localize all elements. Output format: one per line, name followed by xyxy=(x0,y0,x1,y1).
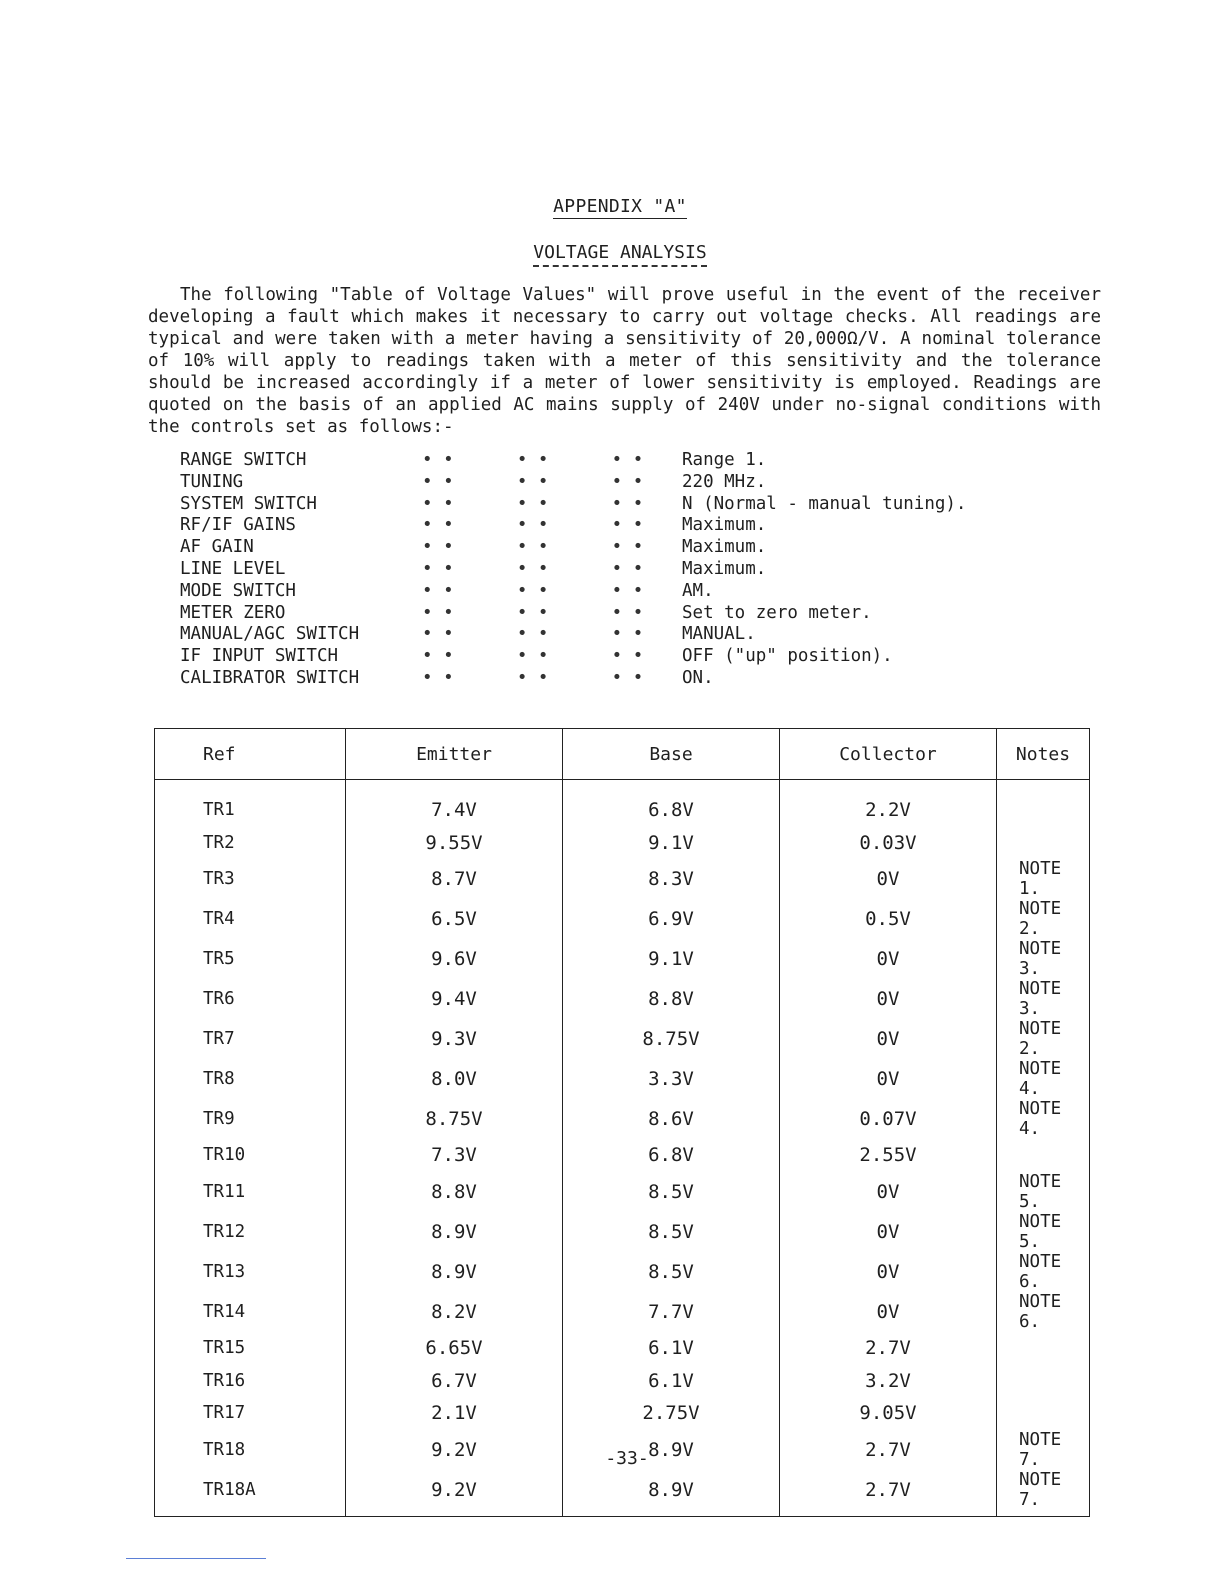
cell-emitter: 6.65V xyxy=(346,1332,563,1365)
table-row xyxy=(155,939,1090,979)
leader-dots: • • • • • • xyxy=(422,450,644,470)
table-row xyxy=(155,1212,1090,1252)
cell-emitter: 7.3V xyxy=(346,1139,563,1172)
table-row xyxy=(155,899,1090,939)
setting-value: Range 1. xyxy=(682,450,767,470)
cell-notes: NOTE 4. xyxy=(997,1059,1090,1099)
cell-notes: NOTE 5. xyxy=(997,1172,1090,1212)
cell-collector: 0V xyxy=(780,1252,997,1292)
leader-dots: • • • • • • xyxy=(422,558,644,579)
section-heading: VOLTAGE ANALYSIS xyxy=(0,242,1224,263)
cell-base: 8.3V xyxy=(563,859,780,899)
cell-ref: TR2 xyxy=(155,827,346,860)
setting-name: AF GAIN xyxy=(180,537,254,558)
cell-ref: TR8 xyxy=(155,1059,346,1099)
setting-row xyxy=(180,472,1080,494)
footer-rule xyxy=(126,1558,266,1559)
cell-collector: 2.55V xyxy=(780,1139,997,1172)
cell-ref: TR7 xyxy=(155,1019,346,1059)
table-row xyxy=(155,780,1090,827)
leader-dots: • • • • • • xyxy=(422,537,644,558)
cell-collector: 0V xyxy=(780,979,997,1019)
page-number: -33- xyxy=(605,1448,649,1469)
cell-ref: TR16 xyxy=(155,1364,346,1397)
table-header-row xyxy=(155,729,1090,780)
leader-dots: • • • • • • xyxy=(422,515,644,536)
cell-collector: 0V xyxy=(780,1212,997,1252)
cell-ref: TR1 xyxy=(155,780,346,827)
table-row xyxy=(155,1470,1090,1517)
setting-name: IF INPUT SWITCH xyxy=(180,646,339,667)
cell-collector: 2.7V xyxy=(780,1332,997,1365)
table-row xyxy=(155,827,1090,860)
table-row xyxy=(155,1364,1090,1397)
cell-notes: NOTE 7. xyxy=(997,1470,1090,1517)
table-row xyxy=(155,1139,1090,1172)
leader-dots: • • • • • • xyxy=(422,602,644,623)
setting-value: AM. xyxy=(682,580,714,601)
setting-value: ON. xyxy=(682,667,714,688)
cell-base: 9.1V xyxy=(563,827,780,860)
cell-base: 9.1V xyxy=(563,939,780,979)
cell-notes xyxy=(997,1364,1090,1397)
cell-collector: 0V xyxy=(780,1172,997,1212)
setting-row xyxy=(180,515,1080,537)
cell-emitter: 6.5V xyxy=(346,899,563,939)
setting-row xyxy=(180,581,1080,603)
cell-base: 8.9V xyxy=(563,1470,780,1517)
setting-name: CALIBRATOR SWITCH xyxy=(180,667,360,688)
setting-row xyxy=(180,603,1080,625)
cell-base: 6.1V xyxy=(563,1332,780,1365)
cell-ref: TR12 xyxy=(155,1212,346,1252)
cell-collector: 9.05V xyxy=(780,1397,997,1430)
voltage-table xyxy=(154,728,1090,1517)
cell-collector: 2.7V xyxy=(780,1430,997,1470)
cell-base: 6.8V xyxy=(563,1139,780,1172)
cell-emitter: 6.7V xyxy=(346,1364,563,1397)
control-settings-list xyxy=(180,450,1080,690)
cell-notes xyxy=(997,1332,1090,1365)
setting-name: MODE SWITCH xyxy=(180,580,296,601)
table-row xyxy=(155,1332,1090,1365)
table-row xyxy=(155,1172,1090,1212)
setting-value: Maximum. xyxy=(682,515,767,536)
cell-emitter: 9.2V xyxy=(346,1430,563,1470)
cell-emitter: 7.4V xyxy=(346,780,563,827)
cell-collector: 3.2V xyxy=(780,1364,997,1397)
cell-emitter: 8.0V xyxy=(346,1059,563,1099)
cell-emitter: 8.9V xyxy=(346,1212,563,1252)
setting-name: RF/IF GAINS xyxy=(180,515,296,536)
cell-collector: 0.5V xyxy=(780,899,997,939)
setting-name: TUNING xyxy=(180,471,244,492)
setting-name: RANGE SWITCH xyxy=(180,450,307,470)
cell-base: 6.8V xyxy=(563,780,780,827)
setting-name: MANUAL/AGC SWITCH xyxy=(180,624,360,645)
header-notes: Notes xyxy=(997,729,1090,780)
leader-dots: • • • • • • xyxy=(422,624,644,645)
cell-collector: 2.2V xyxy=(780,780,997,827)
cell-ref: TR18A xyxy=(155,1470,346,1517)
cell-base: 8.75V xyxy=(563,1019,780,1059)
setting-name: LINE LEVEL xyxy=(180,558,286,579)
table-row xyxy=(155,1019,1090,1059)
table-row xyxy=(155,1059,1090,1099)
header-base: Base xyxy=(563,729,780,780)
cell-emitter: 8.9V xyxy=(346,1252,563,1292)
cell-collector: 0.03V xyxy=(780,827,997,860)
cell-base: 3.3V xyxy=(563,1059,780,1099)
cell-base: 8.5V xyxy=(563,1252,780,1292)
setting-value: Maximum. xyxy=(682,537,767,558)
cell-base: 6.9V xyxy=(563,899,780,939)
cell-base: 6.1V xyxy=(563,1364,780,1397)
setting-row xyxy=(180,668,1080,690)
cell-collector: 0V xyxy=(780,1019,997,1059)
cell-base: 8.5V xyxy=(563,1212,780,1252)
header-ref: Ref xyxy=(155,729,346,780)
setting-value: MANUAL. xyxy=(682,624,756,645)
table-row xyxy=(155,979,1090,1019)
leader-dots: • • • • • • xyxy=(422,471,644,492)
cell-ref: TR14 xyxy=(155,1292,346,1332)
appendix-heading: APPENDIX "A" xyxy=(553,196,687,217)
cell-ref: TR4 xyxy=(155,899,346,939)
cell-base: 2.75V xyxy=(563,1397,780,1430)
cell-collector: 0V xyxy=(780,1059,997,1099)
setting-value: 220 MHz. xyxy=(682,471,767,492)
cell-emitter: 8.7V xyxy=(346,859,563,899)
table-row xyxy=(155,859,1090,899)
cell-ref: TR11 xyxy=(155,1172,346,1212)
setting-row xyxy=(180,537,1080,559)
cell-notes: NOTE 6. xyxy=(997,1292,1090,1332)
cell-notes: NOTE 2. xyxy=(997,899,1090,939)
leader-dots: • • • • • • xyxy=(422,646,644,667)
table-row xyxy=(155,1397,1090,1430)
voltage-table-body xyxy=(155,780,1090,1517)
cell-emitter: 2.1V xyxy=(346,1397,563,1430)
cell-notes xyxy=(997,1397,1090,1430)
cell-notes: NOTE 6. xyxy=(997,1252,1090,1292)
cell-ref: TR18 xyxy=(155,1430,346,1470)
cell-collector: 0V xyxy=(780,1292,997,1332)
cell-emitter: 9.2V xyxy=(346,1470,563,1517)
setting-row xyxy=(180,494,1080,516)
intro-paragraph: The following "Table of Voltage Values" will prove useful in the event of the receiver developing a fault which makes it necessary to carry out voltage checks. All readings are typical and were taken with a meter having a sensitivity of 20,000Ω/V. A nominal tolerance of 10% will apply to readings taken with a meter of this sensitivity and the tolerance should be increased accordingly if a meter of lower sensitivity is employed. Readings are quoted on the basis of an applied AC mains supply of 240V under no-signal conditions with the controls set as follows:- xyxy=(148,285,1101,437)
cell-emitter: 9.3V xyxy=(346,1019,563,1059)
cell-notes: NOTE 4. xyxy=(997,1099,1090,1139)
cell-notes xyxy=(997,780,1090,827)
cell-ref: TR5 xyxy=(155,939,346,979)
cell-ref: TR17 xyxy=(155,1397,346,1430)
cell-notes: NOTE 1. xyxy=(997,859,1090,899)
cell-emitter: 8.75V xyxy=(346,1099,563,1139)
cell-notes xyxy=(997,827,1090,860)
header-collector: Collector xyxy=(780,729,997,780)
cell-base: 8.8V xyxy=(563,979,780,1019)
leader-dots: • • • • • • xyxy=(422,493,644,514)
cell-ref: TR10 xyxy=(155,1139,346,1172)
setting-row xyxy=(180,450,1080,472)
cell-collector: 2.7V xyxy=(780,1470,997,1517)
cell-ref: TR13 xyxy=(155,1252,346,1292)
cell-collector: 0.07V xyxy=(780,1099,997,1139)
setting-name: SYSTEM SWITCH xyxy=(180,493,317,514)
cell-notes: NOTE 7. xyxy=(997,1430,1090,1470)
cell-base: 8.9V xyxy=(563,1430,780,1470)
cell-base: 8.5V xyxy=(563,1172,780,1212)
cell-emitter: 9.6V xyxy=(346,939,563,979)
cell-base: 7.7V xyxy=(563,1292,780,1332)
cell-notes: NOTE 2. xyxy=(997,1019,1090,1059)
leader-dots: • • • • • • xyxy=(422,580,644,601)
table-row xyxy=(155,1099,1090,1139)
header-emitter: Emitter xyxy=(346,729,563,780)
setting-row xyxy=(180,646,1080,668)
setting-name: METER ZERO xyxy=(180,602,286,623)
setting-value: OFF ("up" position). xyxy=(682,646,893,667)
cell-notes xyxy=(997,1139,1090,1172)
setting-row xyxy=(180,624,1080,646)
setting-value: Maximum. xyxy=(682,558,767,579)
cell-collector: 0V xyxy=(780,859,997,899)
leader-dots: • • • • • • xyxy=(422,667,644,688)
table-row xyxy=(155,1292,1090,1332)
cell-emitter: 8.2V xyxy=(346,1292,563,1332)
cell-collector: 0V xyxy=(780,939,997,979)
cell-notes: NOTE 3. xyxy=(997,979,1090,1019)
cell-notes: NOTE 3. xyxy=(997,939,1090,979)
cell-base: 8.6V xyxy=(563,1099,780,1139)
setting-row xyxy=(180,559,1080,581)
cell-ref: TR6 xyxy=(155,979,346,1019)
setting-value: Set to zero meter. xyxy=(682,602,872,623)
cell-emitter: 8.8V xyxy=(346,1172,563,1212)
setting-value: N (Normal - manual tuning). xyxy=(682,493,967,514)
cell-emitter: 9.4V xyxy=(346,979,563,1019)
cell-emitter: 9.55V xyxy=(346,827,563,860)
cell-ref: TR3 xyxy=(155,859,346,899)
table-row xyxy=(155,1252,1090,1292)
cell-notes: NOTE 5. xyxy=(997,1212,1090,1252)
cell-ref: TR15 xyxy=(155,1332,346,1365)
cell-ref: TR9 xyxy=(155,1099,346,1139)
